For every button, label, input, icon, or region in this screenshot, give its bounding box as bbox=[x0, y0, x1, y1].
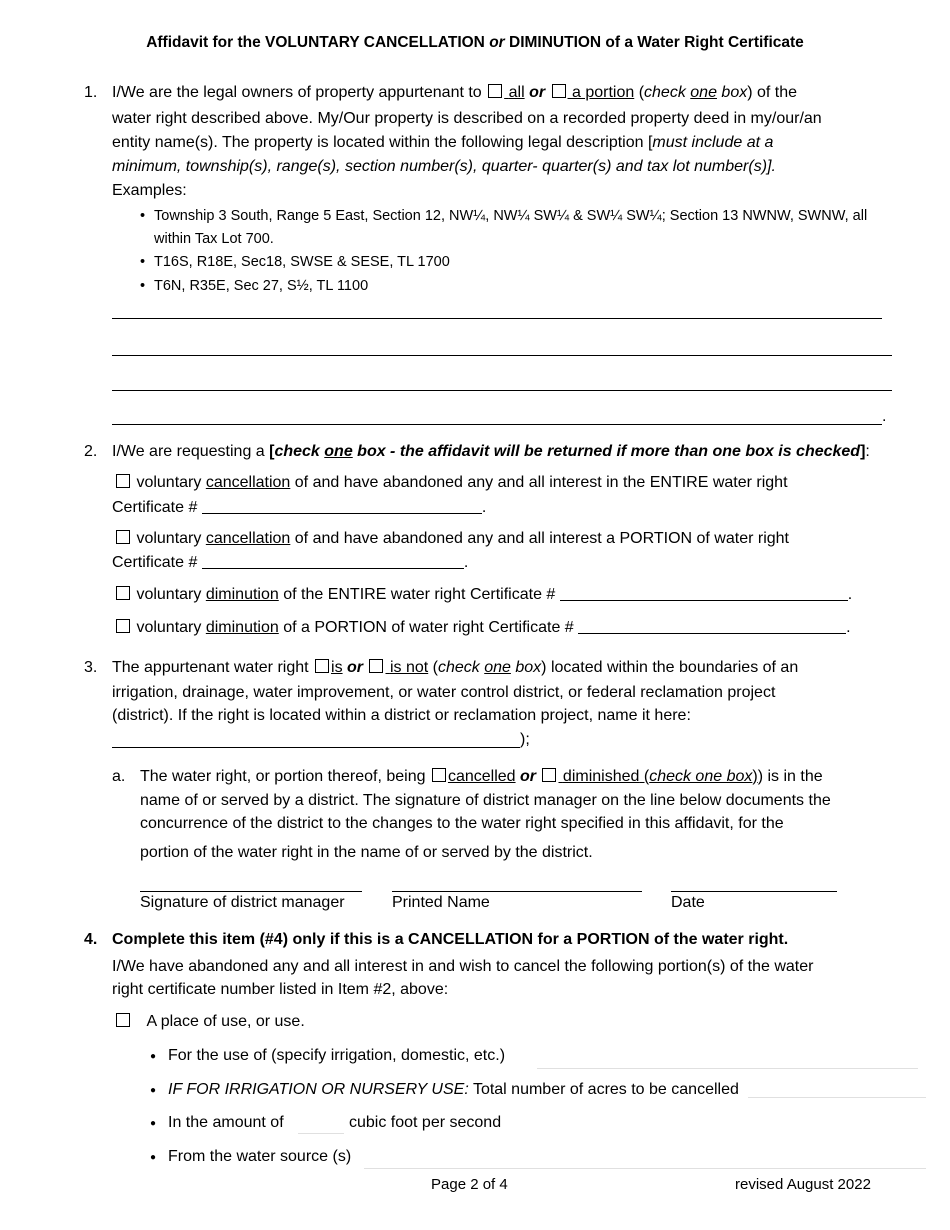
item1-line3-italic: must include at a bbox=[652, 134, 774, 151]
item3a-line1: The water right, or portion thereof, being cancelled or diminished (check one box)) is in the bbox=[140, 768, 823, 785]
district-name-end: ); bbox=[520, 731, 530, 748]
option-entire-cancellation bbox=[114, 474, 788, 492]
acres-field[interactable] bbox=[748, 1097, 926, 1098]
diminished-label: diminished bbox=[562, 768, 640, 785]
example-1-cont: within Tax Lot 700. bbox=[154, 231, 274, 247]
place-of-use-option bbox=[114, 1013, 305, 1031]
item4-line1: I/We have abandoned any and all interest in and wish to cancel the following portion(s) of the water bbox=[112, 958, 814, 975]
item3a-label: a. bbox=[112, 768, 126, 785]
example-3: • T6N, R35E, Sec 27, S½, TL 1100 bbox=[140, 278, 369, 294]
printed-name-field[interactable] bbox=[392, 891, 642, 892]
item1-line4 bbox=[112, 158, 776, 176]
cancelled-label: cancelled bbox=[447, 768, 516, 785]
acres-label bbox=[168, 1081, 739, 1099]
one-text: one bbox=[690, 84, 717, 101]
opt1-text-b: of and have abandoned any and all interest in the ENTIRE water right bbox=[290, 474, 788, 491]
item1-line1 bbox=[112, 84, 797, 102]
opt2-text-b: of and have abandoned any and all interest a PORTION of water right bbox=[290, 530, 789, 547]
opt2-underlined: cancellation bbox=[205, 530, 291, 547]
all-label: all bbox=[508, 84, 525, 101]
checkbox-is-not[interactable] bbox=[369, 659, 383, 673]
item2-intro bbox=[112, 443, 870, 461]
item1-line1-text: I/We are the legal owners of property appurtenant to bbox=[112, 84, 482, 101]
or-label: or bbox=[520, 768, 537, 785]
item3-line1 bbox=[112, 659, 798, 677]
district-name-field[interactable] bbox=[112, 747, 520, 748]
option2-certificate bbox=[112, 554, 468, 572]
bullet-icon: ● bbox=[150, 1051, 157, 1062]
is-not-label: is not bbox=[389, 659, 429, 676]
legal-description-line-2[interactable] bbox=[112, 355, 892, 356]
is-label: is bbox=[331, 659, 343, 676]
certificate-portion-diminution-field[interactable] bbox=[578, 619, 846, 634]
opt3-underlined: diminution bbox=[205, 586, 279, 603]
example-2-text: T16S, R18E, Sec18, SWSE & SESE, TL 1700 bbox=[154, 254, 450, 270]
or-label: or bbox=[529, 84, 546, 101]
item3-line1-text: The appurtenant water right bbox=[112, 659, 309, 676]
opt1-underlined: cancellation bbox=[205, 474, 291, 491]
item4-line2: right certificate number listed in Item #2, above: bbox=[112, 981, 449, 998]
item3a-line3: concurrence of the district to the changes to the water right specified in this affidavit, for the bbox=[140, 815, 784, 832]
revision-date: revised August 2022 bbox=[735, 1176, 871, 1193]
example-3-text: T6N, R35E, Sec 27, S½, TL 1100 bbox=[154, 278, 369, 294]
opt3-text-b: of the ENTIRE water right Certificate # bbox=[278, 586, 556, 603]
item1-line3 bbox=[112, 134, 773, 152]
box-text: box bbox=[716, 84, 748, 101]
checkbox-portion[interactable] bbox=[552, 84, 566, 98]
bracket-close: ] bbox=[860, 443, 866, 460]
checkbox-diminished[interactable] bbox=[542, 768, 556, 782]
title-or: or bbox=[489, 34, 505, 51]
item1-line4-italic: minimum, township(s), range(s), section number(s), quarter- quarter(s) and tax lot number(s)]. bbox=[112, 158, 776, 175]
use-label: For the use of (specify irrigation, domestic, etc.) bbox=[168, 1047, 506, 1064]
checkbox-all[interactable] bbox=[488, 84, 502, 98]
opt1-text-a: voluntary bbox=[136, 474, 206, 491]
example-1: • Township 3 South, Range 5 East, Section 12, NW¼, NW¼ SW¼ & SW¼ SW¼; Section 13 NWNW, SWNW, all bbox=[140, 208, 868, 224]
opt4-text-a: voluntary bbox=[136, 619, 206, 636]
box-text: box bbox=[510, 659, 542, 676]
bullet-icon: ● bbox=[150, 1118, 157, 1129]
amount-label: In the amount of bbox=[168, 1114, 284, 1131]
item3a-text: The water right, or portion thereof, being bbox=[140, 768, 426, 785]
opt2-text-a: voluntary bbox=[136, 530, 206, 547]
item1-number: 1. bbox=[84, 84, 98, 101]
checkbox-entire-cancellation[interactable] bbox=[116, 474, 130, 488]
item4-heading: Complete this item (#4) only if this is a CANCELLATION for a PORTION of the water right. bbox=[112, 931, 789, 948]
place-of-use-label: A place of use, or use. bbox=[146, 1013, 305, 1030]
paren: ( bbox=[432, 659, 438, 676]
irrigation-italic: IF FOR IRRIGATION OR NURSERY USE: bbox=[168, 1081, 469, 1098]
checkbox-is[interactable] bbox=[315, 659, 329, 673]
date-label: Date bbox=[671, 894, 705, 911]
certificate-portion-cancellation-field[interactable] bbox=[202, 554, 464, 569]
certificate-entire-cancellation-field[interactable] bbox=[202, 499, 482, 514]
opt1-cert-label: Certificate # bbox=[112, 499, 198, 516]
cfs-label: cubic foot per second bbox=[349, 1114, 502, 1131]
item1-line3-text: entity name(s). The property is located within the following legal description [ bbox=[112, 134, 653, 151]
legal-description-line-4[interactable] bbox=[112, 424, 882, 425]
item4-number: 4. bbox=[84, 931, 98, 948]
item3-number: 3. bbox=[84, 659, 98, 676]
water-source-field[interactable] bbox=[364, 1168, 926, 1169]
legal-description-line-3[interactable] bbox=[112, 390, 892, 391]
amount-field[interactable] bbox=[298, 1133, 344, 1134]
period: . bbox=[846, 619, 851, 636]
checkbox-entire-diminution[interactable] bbox=[116, 586, 130, 600]
item3a-line4: portion of the water right in the name of or served by the district. bbox=[140, 844, 593, 861]
item1-line2: water right described above. My/Our property is described on a recorded property deed in my/our/an bbox=[112, 110, 822, 127]
item3-line3: (district). If the right is located within a district or reclamation project, name it here: bbox=[112, 707, 691, 724]
portion-label: a portion bbox=[571, 84, 635, 101]
period: . bbox=[847, 586, 853, 603]
check-text: check bbox=[644, 84, 691, 101]
option-portion-cancellation bbox=[114, 530, 789, 548]
option-portion-diminution bbox=[114, 619, 851, 637]
bullet-icon: ● bbox=[150, 1152, 157, 1163]
check-one-box: check one box bbox=[649, 768, 753, 785]
checkbox-place-of-use[interactable] bbox=[116, 1013, 130, 1027]
title-post: DIMINUTION of a Water Right Certificate bbox=[504, 34, 804, 51]
item2-number: 2. bbox=[84, 443, 98, 460]
checkbox-portion-cancellation[interactable] bbox=[116, 530, 130, 544]
item3-line1-end: ) located within the boundaries of an bbox=[541, 659, 799, 676]
signature-field[interactable] bbox=[140, 891, 362, 892]
example-2: • T16S, R18E, Sec18, SWSE & SESE, TL 1700 bbox=[140, 254, 450, 270]
bullet-icon: ● bbox=[150, 1085, 157, 1096]
period: . bbox=[481, 499, 487, 516]
one-text: one bbox=[324, 443, 353, 460]
one-text: one bbox=[484, 659, 511, 676]
page-number: Page 2 of 4 bbox=[431, 1176, 508, 1193]
certificate-entire-diminution-field[interactable] bbox=[560, 586, 848, 601]
opt4-text-b: of a PORTION of water right Certificate # bbox=[278, 619, 574, 636]
document-title bbox=[0, 34, 950, 52]
printed-name-label: Printed Name bbox=[392, 894, 490, 911]
legal-description-line-1[interactable] bbox=[112, 318, 882, 319]
title-pre: Affidavit for the VOLUNTARY CANCELLATION bbox=[146, 34, 490, 51]
opt3-text-a: voluntary bbox=[136, 586, 206, 603]
checkbox-portion-diminution[interactable] bbox=[116, 619, 130, 633]
paren-close: ) of the bbox=[747, 84, 798, 101]
signature-label: Signature of district manager bbox=[140, 894, 345, 911]
check-text: check bbox=[437, 659, 485, 676]
water-source-label: From the water source (s) bbox=[168, 1148, 352, 1165]
date-field[interactable] bbox=[671, 891, 837, 892]
item3a-line1-end: ) is in the bbox=[757, 768, 823, 785]
checkbox-cancelled[interactable] bbox=[432, 768, 446, 782]
opt4-underlined: diminution bbox=[205, 619, 279, 636]
examples-label: Examples: bbox=[112, 182, 187, 199]
option-entire-diminution bbox=[114, 586, 852, 604]
period: . bbox=[463, 554, 469, 571]
paren: ( bbox=[638, 84, 645, 101]
item3a-line2: name of or served by a district. The signature of district manager on the line below documents the bbox=[140, 792, 831, 809]
check-text: check bbox=[274, 443, 325, 460]
colon: : bbox=[865, 443, 870, 460]
item3-line2: irrigation, drainage, water improvement, or water control district, or federal reclamation project bbox=[112, 684, 776, 701]
bracket: [ bbox=[269, 443, 275, 460]
acres-text: Total number of acres to be cancelled bbox=[468, 1081, 739, 1098]
use-field[interactable] bbox=[537, 1068, 918, 1069]
legal-description-period: . bbox=[882, 408, 887, 425]
item2-intro-text: I/We are requesting a bbox=[112, 443, 270, 460]
option1-certificate bbox=[112, 499, 486, 517]
opt2-cert-label: Certificate # bbox=[112, 554, 198, 571]
example-1-text: Township 3 South, Range 5 East, Section 12, NW¼, NW¼ SW¼ & SW¼ SW¼; Section 13 NWNW, SWNW, all bbox=[154, 208, 868, 224]
or-label: or bbox=[347, 659, 364, 676]
item2-intro-italic: box - the affidavit will be returned if more than one box is checked bbox=[352, 443, 861, 460]
